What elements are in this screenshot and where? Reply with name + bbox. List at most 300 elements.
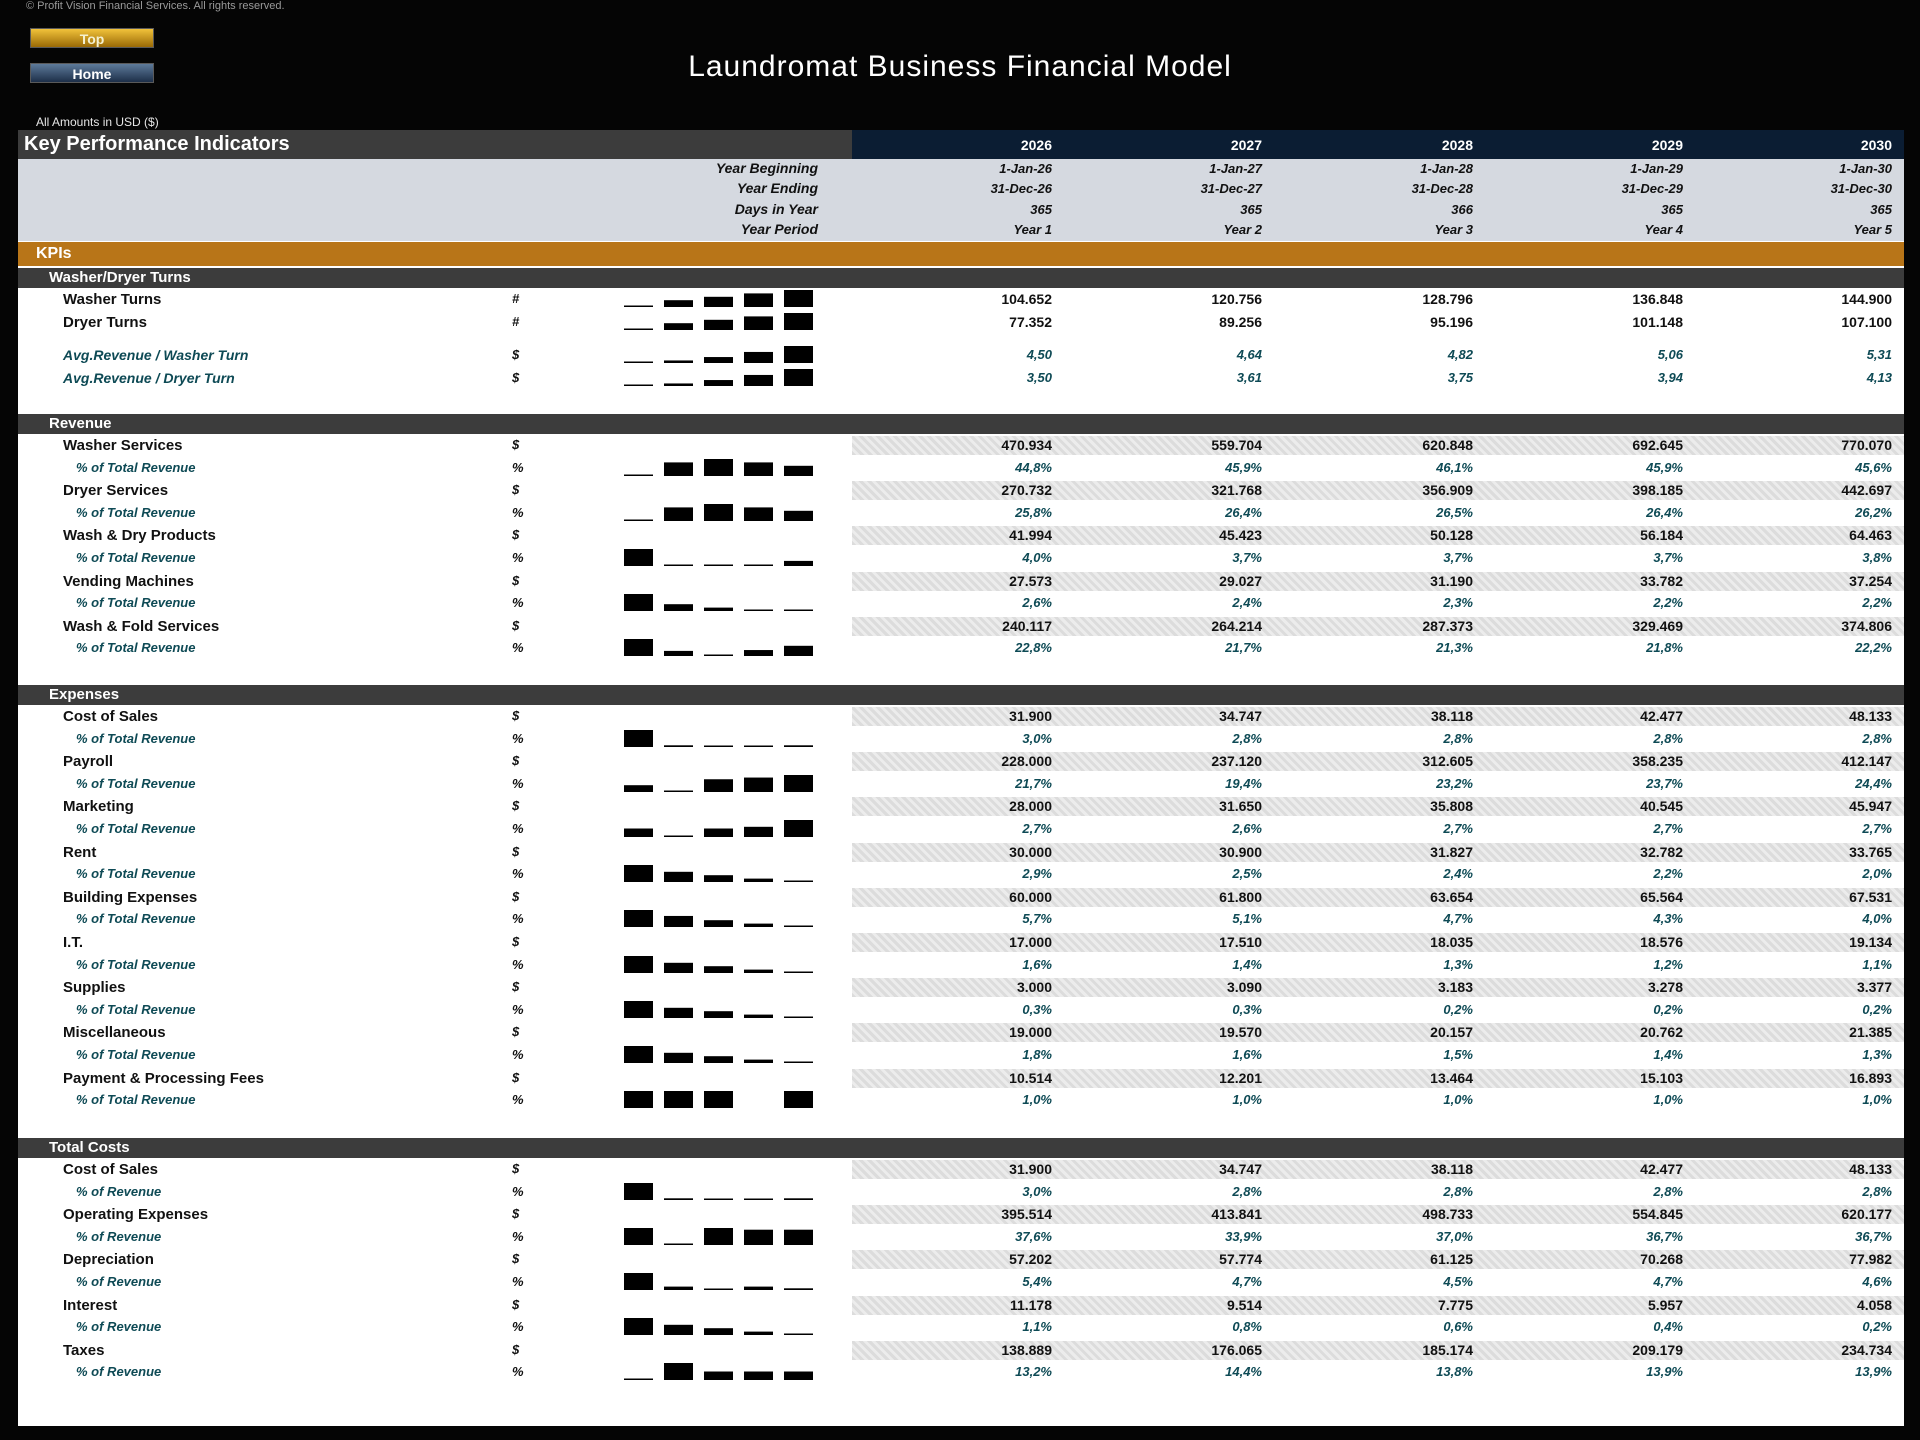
value-cell: 1,3% [1862,1047,1892,1062]
value-cell: 63.654 [1430,888,1473,905]
value-cell: 5,06 [1657,347,1683,362]
sparkline-bar [704,320,733,330]
value-cell: 21,7% [1225,640,1262,656]
value-cell: 2,8% [1232,730,1262,746]
value-cell: 10.514 [1009,1069,1052,1086]
sparkline-bar [744,1198,773,1200]
row-label: I.T. [63,934,84,951]
period-cell: 365 [1240,202,1262,217]
value-cell: 26,5% [1436,504,1473,520]
unit-label: $ [512,1296,520,1312]
value-cell: 2,8% [1443,730,1473,746]
sparkline-bar [664,651,693,656]
sparkline-bar [664,962,693,972]
value-cell: 4,5% [1443,1274,1473,1289]
value-cell: 1,0% [1862,1092,1892,1108]
unit-label: # [512,291,520,306]
sparkline-chart [624,953,816,975]
value-cell: 4,3% [1653,911,1683,927]
value-cell: 138.889 [1001,1341,1052,1358]
value-cell: 4,13 [1866,370,1892,385]
unit-label: $ [512,708,520,723]
period-cell: 1-Jan-28 [1420,161,1473,176]
year-header: 2027 [1230,137,1262,153]
unit-label: $ [512,572,520,588]
unit-label: % [512,1001,524,1017]
sparkline-bar [664,323,693,330]
sparkline-bar [784,820,813,837]
value-cell: 554.845 [1632,1206,1683,1223]
pct-row-label: % of Total Revenue [76,459,196,475]
value-cell: 1,5% [1443,1047,1473,1062]
value-cell: 36,7% [1646,1228,1683,1244]
value-cell: 5,4% [1022,1274,1052,1289]
value-cell: 42.477 [1640,708,1683,724]
value-cell: 13,8% [1436,1364,1473,1380]
value-cell: 3,50 [1026,370,1052,385]
home-button[interactable]: Home [30,63,154,83]
unit-label: # [512,314,520,329]
unit-label: % [512,821,524,836]
sparkline-bar [624,474,653,476]
value-cell: 23,7% [1646,775,1683,791]
sparkline-bar [704,829,733,838]
unit-label: % [512,866,524,882]
sparkline-bar [784,1372,813,1381]
value-cell: 32.782 [1640,843,1683,860]
value-cell: 3,7% [1653,550,1683,565]
value-cell: 3,0% [1022,730,1052,746]
value-cell: 2,6% [1022,595,1052,611]
value-cell: 28.000 [1009,798,1052,815]
value-cell: 3,61 [1236,370,1262,385]
value-cell: 559.704 [1211,437,1262,453]
value-cell: 65.564 [1640,888,1683,905]
top-button[interactable]: Top [30,28,154,48]
value-cell: 4,7% [1653,1274,1683,1289]
value-cell: 38.118 [1430,1161,1473,1177]
unit-label: $ [512,1341,520,1357]
sparkline-bar [704,655,733,657]
sparkline-chart [624,501,816,523]
sparkline-bar [704,565,733,567]
value-cell: 2,6% [1232,821,1262,836]
value-cell: 0,3% [1232,1001,1262,1017]
value-cell: 2,2% [1653,866,1683,882]
section-header: Revenue [18,414,1904,434]
copyright-text: © Profit Vision Financial Services. All rights reserved. [26,0,285,12]
sparkline-chart [624,1225,816,1247]
sparkline-bar [784,290,813,307]
value-cell: 413.841 [1211,1206,1262,1223]
period-row-label: Days in Year [734,201,818,217]
unit-label: % [512,1228,524,1244]
sparkline-bar [704,1011,733,1018]
sparkline-bar [784,1016,813,1018]
value-cell: 19.570 [1219,1024,1262,1041]
value-cell: 34.747 [1219,708,1262,724]
year-header: 2030 [1860,137,1892,153]
value-cell: 2,4% [1443,866,1473,882]
sparkline-chart [624,817,816,839]
value-cell: 45.947 [1849,798,1892,815]
unit-label: $ [512,888,520,904]
period-cell: 31-Dec-27 [1200,181,1262,196]
unit-label: $ [512,1251,520,1267]
sparkline-bar [664,916,693,927]
value-cell: 3,7% [1443,550,1473,565]
value-cell: 2,8% [1862,1183,1892,1199]
unit-label: $ [512,482,520,498]
value-cell: 1,0% [1022,1092,1052,1108]
value-cell: 128.796 [1422,291,1473,307]
value-cell: 4,50 [1026,347,1052,362]
sparkline-bar [624,1001,653,1018]
unit-label: % [512,1319,524,1335]
row-label: Avg.Revenue / Washer Turn [63,347,249,363]
row-label: Washer Turns [63,291,162,308]
unit-label: $ [512,1161,520,1176]
sparkline-bar [744,462,773,476]
value-cell: 95.196 [1430,314,1473,330]
value-cell: 2,8% [1653,1183,1683,1199]
kpi-header: Key Performance Indicators [18,130,852,159]
sparkline-bar [744,1372,773,1381]
value-cell: 36,7% [1855,1228,1892,1244]
row-label: Cost of Sales [63,708,159,725]
unit-label: % [512,730,524,746]
sparkline-bar [744,1332,773,1335]
year-header: 2029 [1651,137,1683,153]
sparkline-bar [744,745,773,747]
value-cell: 48.133 [1849,708,1892,724]
unit-label: $ [512,1069,520,1085]
sparkline-bar [784,610,813,612]
sparkline-bar [744,316,773,330]
sparkline-bar [704,745,733,747]
value-cell: 13,9% [1646,1364,1683,1380]
sparkline-bar [784,561,813,566]
value-cell: 33.782 [1640,572,1683,589]
sparkline-bar [624,1046,653,1063]
sparkline-bar [624,956,653,973]
kpis-section-bar: KPIs [18,242,1904,266]
sparkline-chart [624,287,816,309]
sparkline-chart [624,591,816,613]
value-cell: 42.477 [1640,1161,1683,1177]
sparkline-bar [704,966,733,973]
unit-label: $ [512,979,520,995]
sparkline-chart [624,343,816,365]
sparkline-bar [664,745,693,747]
value-cell: 21.385 [1849,1024,1892,1041]
value-cell: 5.957 [1647,1296,1683,1313]
sparkline-chart [624,1180,816,1202]
row-label: Operating Expenses [63,1206,209,1224]
period-cell: 1-Jan-27 [1209,161,1262,176]
value-cell: 22,2% [1855,640,1892,656]
sparkline-chart [624,1360,816,1382]
value-cell: 3.183 [1437,979,1473,996]
sparkline-bar [664,604,693,611]
value-cell: 2,7% [1443,821,1473,836]
period-cell: 1-Jan-26 [999,161,1052,176]
unit-label: % [512,595,524,611]
value-cell: 2,7% [1653,821,1683,836]
value-cell: 23,2% [1436,775,1473,791]
value-cell: 2,8% [1653,730,1683,746]
sparkline-bar [704,1198,733,1200]
value-cell: 176.065 [1211,1341,1262,1358]
value-cell: 312.605 [1422,753,1473,770]
period-cell: 366 [1451,202,1473,217]
sparkline-chart [624,1315,816,1337]
value-cell: 5,31 [1866,347,1892,362]
value-cell: 3.000 [1016,979,1052,996]
sparkline-bar [704,1091,733,1108]
sparkline-bar [744,879,773,882]
value-cell: 60.000 [1009,888,1052,905]
value-cell: 0,6% [1443,1319,1473,1335]
value-cell: 270.732 [1001,482,1052,499]
value-cell: 1,0% [1653,1092,1683,1108]
period-cell: Year 2 [1223,222,1262,237]
row-label: Rent [63,843,97,861]
value-cell: 21,8% [1646,640,1683,656]
sparkline-bar [744,969,773,972]
period-cell: Year 4 [1644,222,1683,237]
sparkline-bar [664,872,693,882]
sparkline-bar [624,549,653,566]
sparkline-bar [744,827,773,837]
value-cell: 228.000 [1001,753,1052,770]
sparkline-bar [784,646,813,656]
value-cell: 1,8% [1022,1047,1052,1062]
period-cell: 31-Dec-29 [1621,181,1683,196]
period-row-label: Year Ending [736,180,818,196]
value-cell: 31.900 [1009,1161,1052,1177]
sparkline-bar [704,779,733,792]
value-cell: 234.734 [1841,1341,1892,1358]
row-label: Dryer Turns [63,314,147,331]
value-cell: 44,8% [1015,459,1052,475]
value-cell: 2,8% [1443,1183,1473,1199]
value-cell: 27.573 [1009,572,1052,589]
value-cell: 412.147 [1841,753,1892,770]
sparkline-bar [784,775,813,792]
sparkline-bar [784,511,813,521]
sparkline-bar [784,1229,813,1244]
value-cell: 26,4% [1225,504,1262,520]
value-cell: 358.235 [1632,753,1683,770]
sparkline-chart [624,310,816,332]
pct-row-label: % of Revenue [76,1319,162,1335]
sparkline-bar [664,507,693,521]
value-cell: 3,0% [1022,1183,1052,1199]
sparkline-bar [784,369,813,386]
value-cell: 1,2% [1653,956,1683,972]
pct-row-label: % of Total Revenue [76,821,196,836]
value-cell: 13.464 [1430,1069,1473,1086]
value-cell: 4,7% [1232,1274,1262,1289]
sparkline-bar [624,730,653,747]
value-cell: 33.765 [1849,843,1892,860]
period-cell: 1-Jan-29 [1630,161,1683,176]
unit-label: $ [512,527,520,543]
sparkline-bar [664,1008,693,1018]
pct-row-label: % of Total Revenue [76,504,196,520]
sparkline-bar [704,875,733,882]
sparkline-bar [744,507,773,521]
value-cell: 4,6% [1862,1274,1892,1289]
unit-label: % [512,1092,524,1108]
row-label: Wash & Dry Products [63,527,216,545]
sparkline-chart [624,1043,816,1065]
sparkline-bar [624,865,653,882]
value-cell: 329.469 [1632,617,1683,634]
page-title: Laundromat Business Financial Model [688,50,1232,83]
sparkline-bar [624,1273,653,1290]
value-cell: 12.201 [1219,1069,1262,1086]
row-label: Washer Services [63,437,183,454]
value-cell: 2,8% [1232,1183,1262,1199]
sparkline-bar [784,1288,813,1290]
row-label: Miscellaneous [63,1024,166,1042]
sparkline-bar [784,313,813,330]
pct-row-label: % of Total Revenue [76,550,196,565]
period-cell: Year 5 [1853,222,1892,237]
period-row-label: Year Beginning [715,160,818,176]
unit-label: $ [512,437,520,452]
value-cell: 70.268 [1640,1251,1683,1268]
sparkline-bar [704,921,733,928]
sparkline-bar [664,1287,693,1290]
sparkline-chart [624,1088,816,1110]
value-cell: 45,6% [1855,459,1892,475]
sparkline-bar [704,297,733,307]
sparkline-bar [704,380,733,386]
value-cell: 4.058 [1856,1296,1892,1313]
value-cell: 144.900 [1841,291,1892,307]
value-cell: 0,3% [1022,1001,1052,1017]
sparkline-bar [624,1379,653,1381]
pct-row-label: % of Revenue [76,1364,162,1380]
value-cell: 3.278 [1647,979,1683,996]
value-cell: 101.148 [1632,314,1683,330]
value-cell: 30.000 [1009,843,1052,860]
value-cell: 14,4% [1225,1364,1262,1380]
period-cell: 31-Dec-30 [1830,181,1892,196]
value-cell: 41.994 [1009,527,1052,544]
sparkline-bar [744,777,773,791]
period-cell: Year 3 [1434,222,1473,237]
value-cell: 19.000 [1009,1024,1052,1041]
value-cell: 17.510 [1219,934,1262,950]
value-cell: 395.514 [1001,1206,1052,1223]
value-cell: 15.103 [1640,1069,1683,1086]
sparkline-chart [624,456,816,478]
pct-row-label: % of Total Revenue [76,1047,196,1062]
section-header: Expenses [18,685,1904,705]
unit-label: $ [512,370,520,385]
value-cell: 470.934 [1001,437,1052,453]
value-cell: 31.900 [1009,708,1052,724]
value-cell: 287.373 [1422,617,1473,634]
value-cell: 31.190 [1430,572,1473,589]
value-cell: 4,0% [1862,911,1892,927]
sparkline-bar [664,1325,693,1335]
row-label: Vending Machines [63,572,194,590]
value-cell: 4,82 [1447,347,1473,362]
value-cell: 4,64 [1236,347,1262,362]
sparkline-bar [624,1318,653,1335]
value-cell: 18.576 [1640,934,1683,950]
value-cell: 1,0% [1232,1092,1262,1108]
sparkline-bar [664,300,693,307]
value-cell: 2,9% [1022,866,1052,882]
unit-label: $ [512,617,520,633]
unit-label: % [512,1047,524,1062]
sparkline-bar [704,608,733,611]
period-cell: 31-Dec-28 [1411,181,1473,196]
value-cell: 13,9% [1855,1364,1892,1380]
value-cell: 37.254 [1849,572,1892,589]
value-cell: 240.117 [1002,617,1052,634]
sparkline-bar [664,462,693,476]
pct-row-label: % of Total Revenue [76,911,196,927]
value-cell: 61.125 [1430,1251,1473,1268]
value-cell: 0,2% [1653,1001,1683,1017]
pct-row-label: % of Total Revenue [76,775,196,791]
value-cell: 26,2% [1855,504,1892,520]
sparkline-bar [664,1053,693,1063]
sparkline-bar [744,1060,773,1063]
sparkline-bar [624,519,653,521]
period-cell: 31-Dec-26 [990,181,1052,196]
value-cell: 2,3% [1443,595,1473,611]
sparkline-bar [704,1228,733,1245]
sparkline-bar [664,836,693,838]
value-cell: 19,4% [1225,775,1262,791]
value-cell: 1,3% [1443,956,1473,972]
value-cell: 321.768 [1211,482,1262,499]
sparkline-bar [664,1363,693,1380]
value-cell: 1,0% [1443,1092,1473,1108]
value-cell: 5,7% [1022,911,1052,927]
sparkline-bar [704,1372,733,1381]
row-label: Wash & Fold Services [63,617,220,635]
sparkline-chart [624,727,816,749]
unit-label: $ [512,843,520,859]
value-cell: 25,8% [1015,504,1052,520]
unit-label: % [512,956,524,972]
section-header: Washer/Dryer Turns [18,268,1904,288]
sparkline-chart [624,998,816,1020]
value-cell: 40.545 [1640,798,1683,815]
pct-row-label: % of Revenue [76,1183,162,1199]
row-label: Supplies [63,979,126,997]
value-cell: 5,1% [1232,911,1262,927]
sparkline-bar [744,1014,773,1017]
row-label: Building Expenses [63,888,198,906]
value-cell: 77.352 [1009,314,1052,330]
value-cell: 24,4% [1855,775,1892,791]
value-cell: 264.214 [1211,617,1262,634]
value-cell: 30.900 [1219,843,1262,860]
value-cell: 37,6% [1015,1228,1052,1244]
pct-row-label: % of Total Revenue [76,866,196,882]
value-cell: 57.774 [1219,1251,1262,1268]
